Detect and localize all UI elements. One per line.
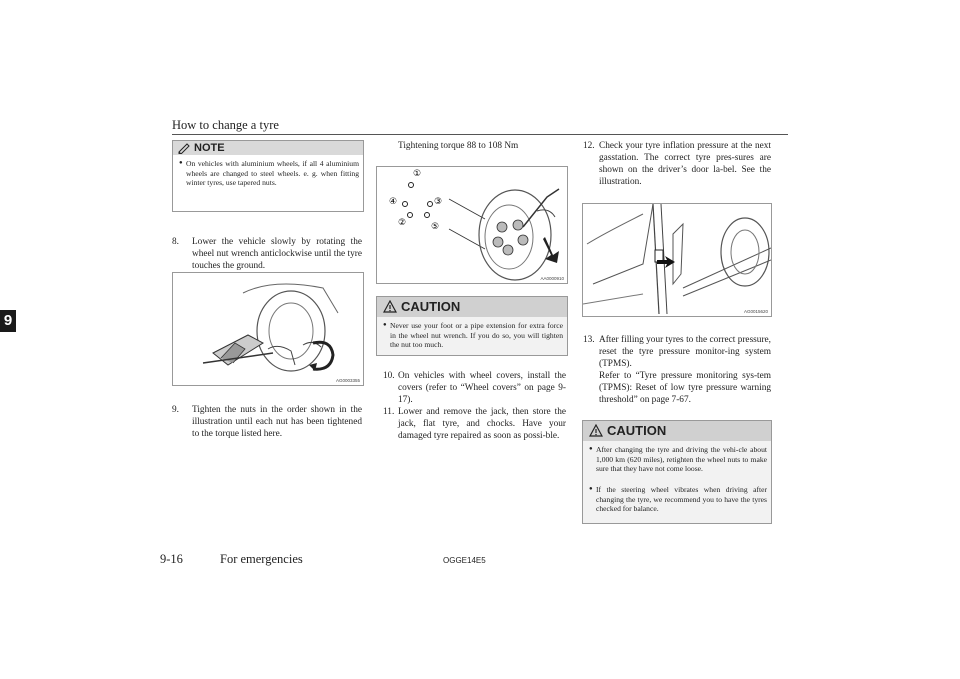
note-item-text: On vehicles with aluminium wheels, if all 4 aluminium wheels are changed to steel wheels. e. g. when fitting winter tyres, use tapered nuts. <box>186 159 359 188</box>
section-name: For emergencies <box>220 552 303 566</box>
figure-jack-lowering <box>172 272 364 386</box>
step-10-number: 10. <box>383 371 395 381</box>
note-header <box>173 141 363 155</box>
figure-code: AG0003355 <box>335 378 360 383</box>
bullet-icon: ● <box>383 322 387 328</box>
tightening-torque: Tightening torque 88 to 108 Nm <box>398 141 519 151</box>
note-item <box>179 159 359 188</box>
note-label: NOTE <box>194 142 225 154</box>
bullet-icon: ● <box>589 446 593 452</box>
caution-item-text: If the steering wheel vibrates when driving after changing the tyre, we recommend you to have the tyres checked for balance. <box>596 485 767 514</box>
step-12-number: 12. <box>583 141 595 151</box>
bullet-icon: ● <box>179 160 183 166</box>
step-9-number: 9. <box>172 405 179 415</box>
jack-wrench-illustration <box>173 273 363 385</box>
step-13-text-b: Refer to “Tyre pressure monitoring sys-tem (TPMS): Reset of low tyre pressure warning threshold” on page 7-67. <box>599 371 771 405</box>
figure-code: AA0000910 <box>540 276 564 281</box>
step-11-number: 11. <box>383 407 395 417</box>
door-pillar-illustration <box>583 204 771 316</box>
nut-label-2: ② <box>398 218 407 228</box>
step-13-text-a: After filling your tyres to the correct pressure, reset the tyre pressure monitor-ing system (TPMS). <box>599 335 771 369</box>
nut-label-5: ⑤ <box>431 222 440 232</box>
step-10-text: On vehicles with wheel covers, install the covers (refer to “Wheel covers” on page 9-17). <box>398 371 566 405</box>
caution-box <box>376 296 568 356</box>
caution-item-text: Never use your foot or a pipe extension for extra force in the wheel nut wrench. If you do so, you will tighten the nut too much. <box>390 321 563 350</box>
caution-item <box>589 445 767 474</box>
caution-header <box>377 297 567 317</box>
note-pencil-icon <box>178 142 191 154</box>
step-11-text: Lower and remove the jack, then store the jack, flat tyre, and chocks. Have your damaged tyre repaired as soon as possi-ble. <box>398 407 566 441</box>
step-13-number: 13. <box>583 335 595 345</box>
warning-triangle-icon <box>383 300 397 313</box>
step-8-text: Lower the vehicle slowly by rotating the wheel nut wrench anticlockwise until the tyre touches the ground. <box>192 237 362 271</box>
nut-label-3: ③ <box>434 197 443 207</box>
figure-nut-order <box>376 166 568 284</box>
caution-box <box>582 420 772 524</box>
caution-label: CAUTION <box>401 299 461 314</box>
figure-door-label <box>582 203 772 317</box>
caution-label: CAUTION <box>607 423 667 438</box>
bullet-icon: ● <box>589 486 593 492</box>
caution-item <box>589 485 767 514</box>
warning-triangle-icon <box>589 424 603 437</box>
document-code: OGGE14E5 <box>443 556 486 565</box>
caution-item-text: After changing the tyre and driving the vehi-cle about 1,000 km (620 miles), retighten the wheel nuts to make sure that they have not come loose. <box>596 445 767 474</box>
note-box <box>172 140 364 212</box>
figure-code: AG0015620 <box>743 309 768 314</box>
caution-header <box>583 421 771 441</box>
step-8-number: 8. <box>172 237 179 247</box>
nut-order-illustration <box>377 167 567 283</box>
header-rule <box>172 134 788 135</box>
page-number: 9-16 <box>160 552 183 566</box>
step-12-text: Check your tyre inflation pressure at the next gasstation. The correct tyre pres-sures are shown on the driver’s door la-bel. See the illustration. <box>599 141 771 187</box>
nut-label-1: ① <box>413 169 422 179</box>
caution-item <box>383 321 563 350</box>
page-header-title: How to change a tyre <box>172 118 279 132</box>
step-9-text: Tighten the nuts in the order shown in the illustration until each nut has been tightened to the torque listed here. <box>192 405 362 439</box>
nut-label-4: ④ <box>389 197 398 207</box>
chapter-tab: 9 <box>0 310 16 332</box>
